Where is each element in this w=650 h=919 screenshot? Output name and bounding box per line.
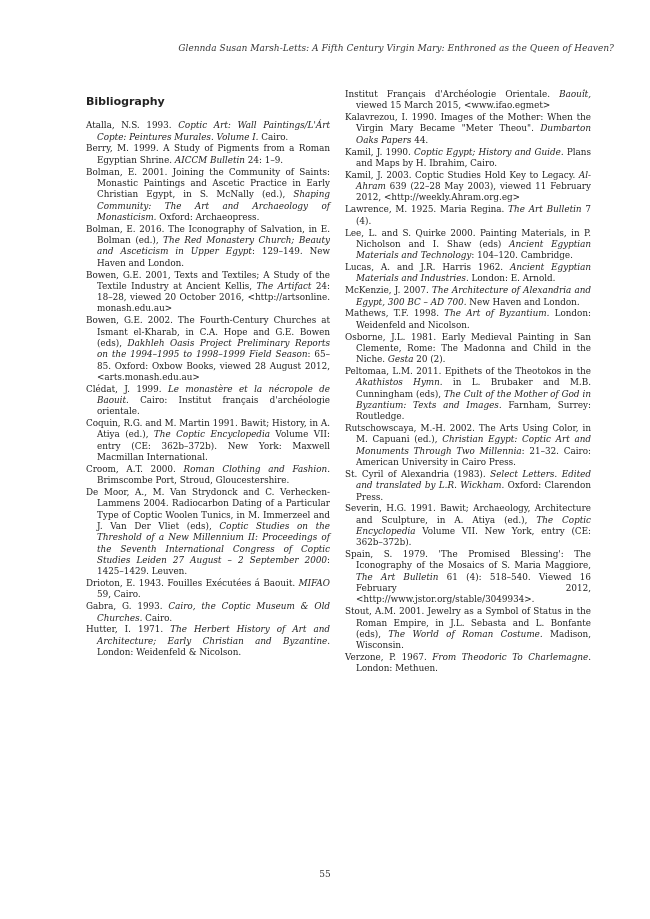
reference-text: : 21–32. Cairo: American University in Cairo Press. [356,446,591,469]
reference-text: 7 (4). [356,205,591,227]
bibliography-column-left [86,96,330,660]
reference-text: Severin, H.G. 1991. Bawit; Archaeology, Architecture and Sculpture, in A. Atiya (ed.), [345,504,591,526]
reference-text: Madison, Wisconsin. [356,629,592,652]
reference-entry [86,465,330,488]
reference-title: The Red Monastery Church; Beauty and Asceticism in Upper Egypt [97,236,330,258]
reference-title: Ancient Egyptian Materials and Industries. [356,263,591,285]
reference-text: Lucas, A. and J.R. Harris 1962. [345,263,511,274]
reference-entry [345,229,591,263]
reference-text: De Moor, A., M. Van Strydonck and C. Verhecken-Lammens 2004. Radiocarbon Dating of a Particular Type of Coptic Woolen Tunics, in M. Immerzeel and J. Van Der Vliet (eds), [86,488,330,533]
reference-text: Institut Français d'Archéologie Orientale. [345,90,560,100]
reference-entry [86,121,330,144]
reference-text: Plans and Maps by H. Ibrahim, Cairo. [356,147,591,169]
reference-title: Cairo, the Coptic Museum & Old Churches. [97,602,331,624]
reference-title: Coptic Egypt; History and Guide. [414,147,564,158]
reference-text: Farnham, Surrey: Routledge. [356,400,591,423]
reference-text: McKenzie, J. 2007. [345,286,432,297]
reference-text: Lawrence, M. 1925. Maria Regina. [345,205,509,216]
reference-text: Croom, A.T. 2000. [86,464,184,475]
reference-text: 24: 1–9. [244,155,284,166]
reference-entry [345,424,591,469]
reference-text: Volume VII. New York, entry (CE: 362b–372b). [356,527,591,549]
reference-text: viewed 15 March 2015, <www.ifao.egmet> [356,101,551,112]
reference-text: 639 (22–28 May 2003), viewed 11 February 2012, <http://weekly.Ahram.org.eg> [356,182,591,204]
reference-text: London: E. Arnold. [468,274,556,285]
reference-title: The Cult of the Mother of God in Byzantium: Texts and Images. [356,389,591,411]
reference-entry [345,550,591,606]
reference-text: Gabra, G. 1993. [86,602,169,613]
reference-text: Kamil, J. 2003. Coptic Studies Hold Key to Legacy. [345,170,579,181]
section-heading: Bibliography [86,95,165,108]
reference-text: Hutter, I. 1971. [86,625,171,636]
reference-text: : 1425–1429. Leuven. [97,555,330,578]
reference-text: Stout, A.M. 2001. Jewelry as a Symbol of Status in the Roman Empire, in J.L. Sebasta and L. Bonfante (eds), [345,607,591,640]
reference-list-right [345,90,591,676]
reference-entry [345,205,591,228]
reference-text: Bowen, G.E. 2002. The Fourth-Century Churches at Ismant el-Kharab, in C.A. Hope and G.E. Bowen (eds), [86,316,330,349]
reference-title: The Art Bulletin [356,572,439,583]
reference-title: The World of Roman Costume. [388,629,543,640]
reference-text: Volume VII: entry (CE: 362b–372b). New York: Maxwell Macmillan International. [97,430,330,464]
reference-text: St. Cyril of Alexandria (1983). [345,469,491,480]
reference-entry [86,144,330,167]
reference-text: : 129–149. New Haven and London. [97,247,330,269]
reference-text: London: Weidenfeld and Nicolson. [356,309,591,331]
reference-entry [86,385,330,419]
reference-entry [345,333,591,367]
reference-entry [345,113,591,147]
reference-entry [345,90,591,113]
reference-title: Akathistos Hymn [356,378,440,389]
reference-entry [345,367,591,423]
bibliography-column-right [345,90,591,676]
reference-text: 20 (2). [413,355,446,366]
reference-entry [86,488,330,578]
reference-entry [86,225,330,270]
reference-text: Drioton, E. 1943. Fouilles Exécutées á Baouit. [86,579,299,590]
reference-text: Kamil, J. 1990. [345,147,415,158]
reference-title: The Coptic Encyclopedia [153,430,270,441]
reference-text: Lee, L. and S. Quirke 2000. Painting Materials, in P. Nicholson and I. Shaw (eds) [345,228,591,250]
reference-entry [86,271,330,316]
reference-text: 44. [411,135,429,146]
reference-entry [86,168,330,224]
reference-title: Dakhleh Oasis Project Preliminary Reports on the 1994–1995 to 1998–1999 Field Season [97,338,330,361]
reference-title: The Art of Byzantium. [444,309,550,320]
reference-title: Gesta [387,355,414,366]
reference-text: Clédat, J. 1999. [86,384,168,395]
reference-entry [345,148,591,171]
reference-title: Roman Clothing and Fashion. [183,464,330,475]
reference-title: Ancient Egyptian Materials and Technology [356,239,592,262]
reference-text: . in L. Brubaker and M.B. Cunningham (eds), [356,378,591,400]
reference-text: Cairo. [258,132,289,143]
reference-text: Osborne, J.L. 1981. Early Medieval Painting in San Clemente, Rome: The Madonna and Child in the Niche. [345,332,591,366]
reference-title: Christian Egypt: Coptic Art and Monuments Through Two Millennia [356,435,591,457]
reference-text: 24: 18–28, viewed 20 October 2016, <http://artsonline. monash.edu.au> [97,281,330,315]
reference-text: Verzone, P. 1967. [345,653,433,664]
reference-text: Bolman, E. 2016. The Iconography of Salvation, in E. Bolman (ed.), [86,224,330,247]
reference-title: Coptic Art: Wall Paintings/L'Árt Copte: Peintures Murales. Volume I. [97,121,330,143]
reference-title: Le monastère et la nécropole de Baouit. [97,384,330,406]
reference-text: Cairo: Institut français d'archéologie orientale. [97,395,330,418]
reference-text: Cairo. [142,613,173,624]
reference-entry [345,286,591,309]
reference-text: Spain, S. 1979. 'The Promised Blessing': The Iconography of the Mosaics of S. Maria Maggiore, [345,550,591,572]
reference-title: Al-Ahram [356,170,591,193]
reference-text: New Haven and London. [466,297,580,308]
reference-title: From Theodoric To Charlemagne. [432,653,591,664]
reference-title: The Art Bulletin [508,205,582,216]
page-number: 55 [319,870,331,880]
reference-list-left [86,121,330,659]
reference-text: Berry, M. 1999. A Study of Pigments from a Roman Egyptian Shrine. [86,144,330,166]
reference-entry [86,625,330,659]
reference-entry [86,579,330,602]
reference-title: Baouît, [559,90,591,100]
reference-entry [345,504,591,549]
reference-entry [345,470,591,504]
running-head: Glennda Susan Marsh-Letts: A Fifth Century Virgin Mary: Enthroned as the Queen of Heaven? [178,44,614,54]
reference-text: Mathews, T.F. 1998. [345,309,445,320]
reference-entry [86,602,330,625]
reference-title: Select Letters. Edited and translated by L.R. Wickham. [356,469,591,492]
reference-text: Bowen, G.E. 2001, Texts and Textiles; A Study of the Textile Industry at Ancient Kellis, [86,270,330,292]
reference-text: Oxford: Clarendon Press. [356,481,591,503]
reference-title: The Coptic Encyclopedia [356,515,591,537]
reference-text: 61 (4): 518–540. Viewed 16 February 2012, <http://www.jstor.org/stable/3049934>. [356,572,591,606]
reference-text: London: Methuen. [356,664,438,675]
reference-text: Brimscombe Port, Stroud, Gloucestershire. [97,476,290,487]
reference-title: The Artifact [256,281,312,292]
reference-text: 59, Cairo. [97,590,141,601]
reference-title: MIFAO [298,579,330,590]
reference-text: London: Weidenfeld & Nicolson. [97,648,242,659]
reference-title: The Architecture of Alexandria and Egypt, 300 BC – AD 700. [356,286,591,308]
reference-text: Atalla, N.S. 1993. [86,121,179,132]
reference-text: Kalavrezou, I. 1990. Images of the Mother: When the Virgin Mary Became "Meter Theou". [345,113,591,135]
reference-entry [345,653,591,676]
reference-title: The Herbert History of Art and Architecture; Early Christian and Byzantine. [97,625,330,647]
reference-entry [86,316,330,384]
reference-entry [86,419,330,464]
reference-entry [345,263,591,286]
reference-text: Bolman, E. 2001. Joining the Community of Saints: Monastic Paintings and Ascetic Practice in Early Christian Egypt, in S. McNally (ed.), [86,167,330,201]
reference-text: : 65–85. Oxford: Oxbow Books, viewed 28 August 2012, <arts.monash.edu.au> [97,350,330,383]
reference-text: Peltomaa, L.M. 2011. Epithets of the Theotokos in the [345,367,591,378]
reference-entry [345,171,591,205]
reference-title: Dumbarton Oaks Papers [356,124,591,146]
reference-text: : 104–120. Cambridge. [471,251,573,262]
reference-title: Shaping Community: The Art and Archaeology of Monasticism. [97,190,330,223]
reference-text: Oxford: Archaeopress. [156,212,260,223]
reference-entry [345,607,591,652]
reference-entry [345,309,591,332]
reference-title: AICCM Bulletin [174,155,245,166]
reference-title: Coptic Studies on the Threshold of a New Millennium II: Proceedings of the Seventh International Congress of Coptic Studies Leiden 27 August – 2 September 2000 [97,522,330,566]
reference-text: Rutschowscaya, M.-H. 2002. The Arts Using Color, in M. Capuani (ed.), [345,424,591,446]
reference-text: Coquin, R.G. and M. Martin 1991. Bawit; History, in A. Atiya (ed.), [86,419,330,441]
